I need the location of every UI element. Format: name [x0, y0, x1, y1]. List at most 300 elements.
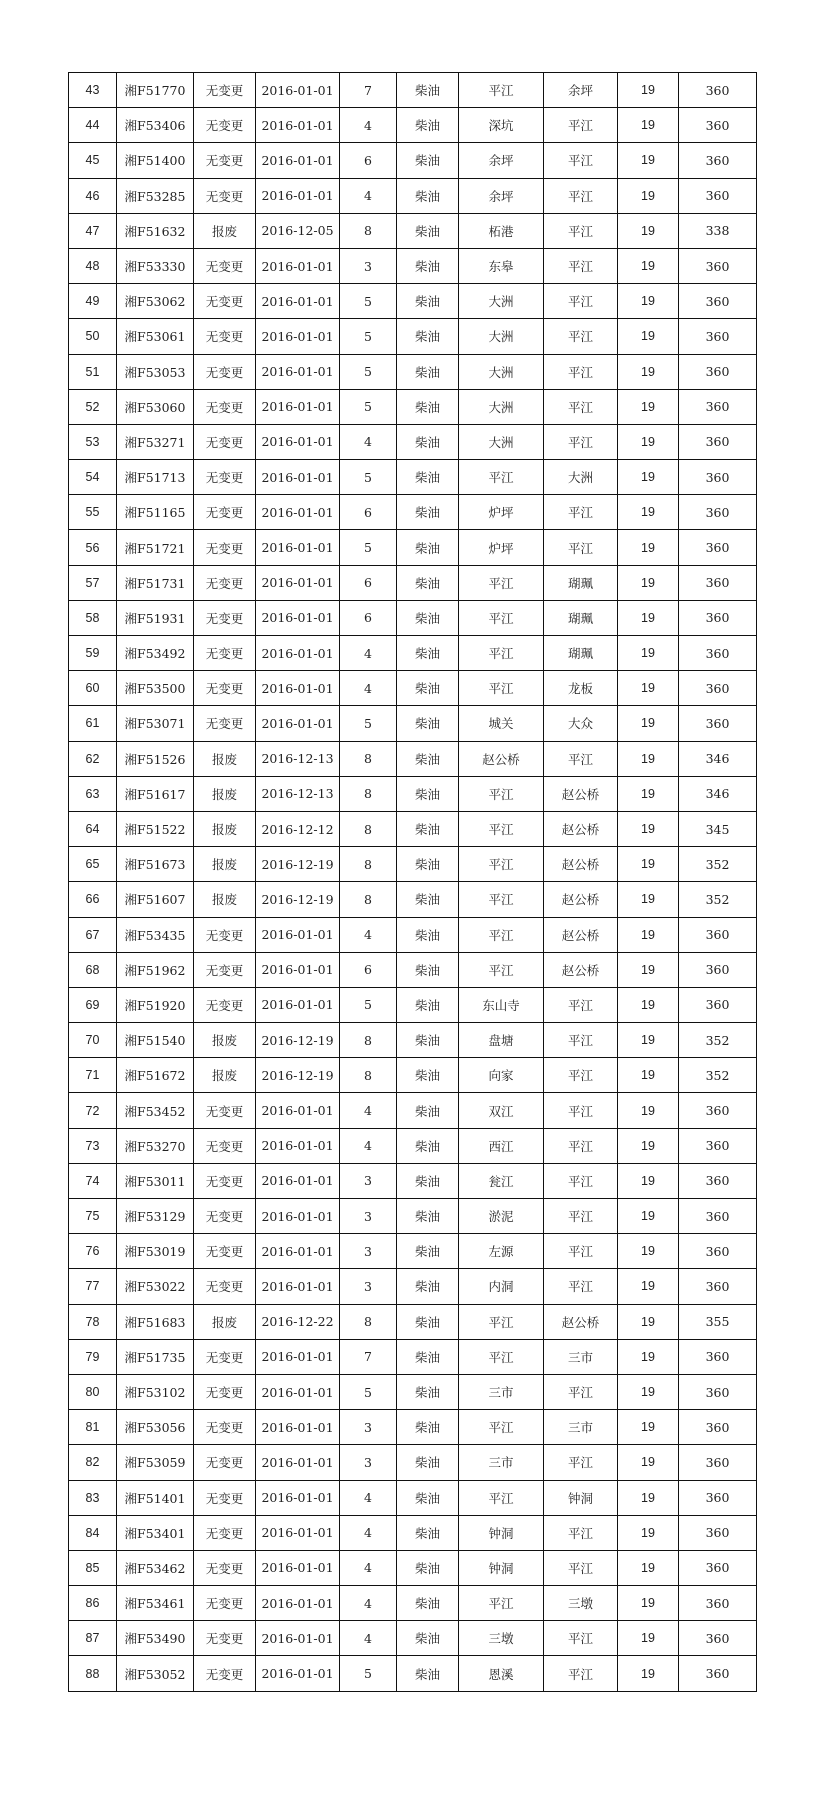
fuel-type-cell: 柴油 [397, 1304, 459, 1339]
plate-number-cell: 湘F53461 [117, 1586, 194, 1621]
table-row [69, 565, 757, 600]
status-cell: 无变更 [194, 460, 256, 495]
fuel-type-cell: 柴油 [397, 1163, 459, 1198]
row-number-cell: 43 [69, 73, 117, 108]
table-row [69, 1234, 757, 1269]
date-cell: 2016-01-01 [256, 1128, 340, 1163]
column-9-cell: 19 [618, 987, 679, 1022]
count-cell: 5 [340, 460, 397, 495]
count-cell: 8 [340, 776, 397, 811]
table-row [69, 1586, 757, 1621]
row-number-cell: 82 [69, 1445, 117, 1480]
column-9-cell: 19 [618, 1480, 679, 1515]
row-number-cell: 70 [69, 1023, 117, 1058]
column-9-cell: 19 [618, 424, 679, 459]
status-cell: 无变更 [194, 706, 256, 741]
table-row [69, 987, 757, 1022]
row-number-cell: 60 [69, 671, 117, 706]
table-row [69, 811, 757, 846]
row-number-cell: 77 [69, 1269, 117, 1304]
status-cell: 无变更 [194, 952, 256, 987]
amount-cell: 360 [679, 1234, 757, 1269]
amount-cell: 360 [679, 1163, 757, 1198]
column-9-cell: 19 [618, 1374, 679, 1409]
row-number-cell: 83 [69, 1480, 117, 1515]
amount-cell: 360 [679, 319, 757, 354]
date-cell: 2016-01-01 [256, 1445, 340, 1480]
origin-cell: 平江 [459, 1480, 544, 1515]
table-row [69, 1128, 757, 1163]
table-row [69, 248, 757, 283]
origin-cell: 恩溪 [459, 1656, 544, 1691]
status-cell: 报废 [194, 1023, 256, 1058]
column-9-cell: 19 [618, 1586, 679, 1621]
fuel-type-cell: 柴油 [397, 1374, 459, 1409]
status-cell: 无变更 [194, 248, 256, 283]
plate-number-cell: 湘F53056 [117, 1410, 194, 1445]
date-cell: 2016-01-01 [256, 565, 340, 600]
date-cell: 2016-01-01 [256, 354, 340, 389]
fuel-type-cell: 柴油 [397, 917, 459, 952]
fuel-type-cell: 柴油 [397, 987, 459, 1022]
plate-number-cell: 湘F53011 [117, 1163, 194, 1198]
table-row [69, 1374, 757, 1409]
amount-cell: 360 [679, 1656, 757, 1691]
plate-number-cell: 湘F51683 [117, 1304, 194, 1339]
row-number-cell: 58 [69, 600, 117, 635]
plate-number-cell: 湘F53401 [117, 1515, 194, 1550]
origin-cell: 柘港 [459, 213, 544, 248]
origin-cell: 平江 [459, 776, 544, 811]
column-9-cell: 19 [618, 600, 679, 635]
count-cell: 8 [340, 741, 397, 776]
amount-cell: 360 [679, 1445, 757, 1480]
amount-cell: 360 [679, 1410, 757, 1445]
fuel-type-cell: 柴油 [397, 354, 459, 389]
amount-cell: 360 [679, 636, 757, 671]
column-9-cell: 19 [618, 1621, 679, 1656]
column-9-cell: 19 [618, 73, 679, 108]
date-cell: 2016-01-01 [256, 1480, 340, 1515]
destination-cell: 赵公桥 [544, 952, 618, 987]
count-cell: 8 [340, 1058, 397, 1093]
table-row [69, 917, 757, 952]
date-cell: 2016-12-19 [256, 1058, 340, 1093]
status-cell: 无变更 [194, 319, 256, 354]
count-cell: 3 [340, 1199, 397, 1234]
status-cell: 无变更 [194, 917, 256, 952]
destination-cell: 平江 [544, 1374, 618, 1409]
fuel-type-cell: 柴油 [397, 847, 459, 882]
status-cell: 无变更 [194, 1656, 256, 1691]
amount-cell: 360 [679, 987, 757, 1022]
origin-cell: 平江 [459, 1410, 544, 1445]
column-9-cell: 19 [618, 1234, 679, 1269]
date-cell: 2016-01-01 [256, 1410, 340, 1445]
destination-cell: 平江 [544, 178, 618, 213]
plate-number-cell: 湘F53062 [117, 284, 194, 319]
destination-cell: 大洲 [544, 460, 618, 495]
status-cell: 报废 [194, 811, 256, 846]
amount-cell: 360 [679, 354, 757, 389]
origin-cell: 东皋 [459, 248, 544, 283]
row-number-cell: 81 [69, 1410, 117, 1445]
amount-cell: 360 [679, 917, 757, 952]
row-number-cell: 59 [69, 636, 117, 671]
destination-cell: 平江 [544, 1199, 618, 1234]
date-cell: 2016-01-01 [256, 248, 340, 283]
table-row [69, 143, 757, 178]
date-cell: 2016-01-01 [256, 1269, 340, 1304]
row-number-cell: 64 [69, 811, 117, 846]
fuel-type-cell: 柴油 [397, 1199, 459, 1234]
amount-cell: 360 [679, 1093, 757, 1128]
status-cell: 无变更 [194, 1480, 256, 1515]
amount-cell: 352 [679, 847, 757, 882]
count-cell: 8 [340, 1304, 397, 1339]
count-cell: 4 [340, 1550, 397, 1585]
fuel-type-cell: 柴油 [397, 1269, 459, 1304]
amount-cell: 360 [679, 1621, 757, 1656]
date-cell: 2016-01-01 [256, 178, 340, 213]
table-row [69, 1339, 757, 1374]
status-cell: 无变更 [194, 389, 256, 424]
column-9-cell: 19 [618, 248, 679, 283]
column-9-cell: 19 [618, 319, 679, 354]
plate-number-cell: 湘F51540 [117, 1023, 194, 1058]
date-cell: 2016-01-01 [256, 600, 340, 635]
amount-cell: 346 [679, 776, 757, 811]
status-cell: 无变更 [194, 1128, 256, 1163]
origin-cell: 双江 [459, 1093, 544, 1128]
destination-cell: 平江 [544, 495, 618, 530]
status-cell: 无变更 [194, 108, 256, 143]
table-row [69, 847, 757, 882]
row-number-cell: 88 [69, 1656, 117, 1691]
destination-cell: 平江 [544, 1128, 618, 1163]
destination-cell: 平江 [544, 987, 618, 1022]
status-cell: 报废 [194, 847, 256, 882]
table-row [69, 108, 757, 143]
date-cell: 2016-01-01 [256, 1199, 340, 1234]
row-number-cell: 44 [69, 108, 117, 143]
plate-number-cell: 湘F53060 [117, 389, 194, 424]
plate-number-cell: 湘F51400 [117, 143, 194, 178]
count-cell: 3 [340, 1445, 397, 1480]
status-cell: 无变更 [194, 1586, 256, 1621]
date-cell: 2016-01-01 [256, 1656, 340, 1691]
status-cell: 无变更 [194, 424, 256, 459]
table-row [69, 424, 757, 459]
fuel-type-cell: 柴油 [397, 882, 459, 917]
count-cell: 3 [340, 1269, 397, 1304]
fuel-type-cell: 柴油 [397, 319, 459, 354]
row-number-cell: 74 [69, 1163, 117, 1198]
amount-cell: 360 [679, 706, 757, 741]
table-body [69, 73, 757, 1692]
plate-number-cell: 湘F53406 [117, 108, 194, 143]
count-cell: 8 [340, 213, 397, 248]
column-9-cell: 19 [618, 108, 679, 143]
origin-cell: 三市 [459, 1445, 544, 1480]
destination-cell: 平江 [544, 354, 618, 389]
status-cell: 无变更 [194, 600, 256, 635]
status-cell: 无变更 [194, 495, 256, 530]
destination-cell: 赵公桥 [544, 847, 618, 882]
amount-cell: 360 [679, 1550, 757, 1585]
amount-cell: 360 [679, 671, 757, 706]
plate-number-cell: 湘F53019 [117, 1234, 194, 1269]
column-9-cell: 19 [618, 389, 679, 424]
date-cell: 2016-01-01 [256, 671, 340, 706]
fuel-type-cell: 柴油 [397, 1586, 459, 1621]
column-9-cell: 19 [618, 1550, 679, 1585]
column-9-cell: 19 [618, 1163, 679, 1198]
date-cell: 2016-01-01 [256, 636, 340, 671]
table-row [69, 284, 757, 319]
origin-cell: 平江 [459, 460, 544, 495]
count-cell: 5 [340, 284, 397, 319]
origin-cell: 西江 [459, 1128, 544, 1163]
status-cell: 无变更 [194, 1093, 256, 1128]
fuel-type-cell: 柴油 [397, 424, 459, 459]
row-number-cell: 67 [69, 917, 117, 952]
count-cell: 6 [340, 495, 397, 530]
status-cell: 无变更 [194, 143, 256, 178]
table-row [69, 1269, 757, 1304]
date-cell: 2016-01-01 [256, 73, 340, 108]
origin-cell: 平江 [459, 671, 544, 706]
count-cell: 6 [340, 952, 397, 987]
fuel-type-cell: 柴油 [397, 1410, 459, 1445]
destination-cell: 平江 [544, 1269, 618, 1304]
count-cell: 5 [340, 1374, 397, 1409]
plate-number-cell: 湘F53270 [117, 1128, 194, 1163]
count-cell: 4 [340, 671, 397, 706]
date-cell: 2016-01-01 [256, 1234, 340, 1269]
plate-number-cell: 湘F53053 [117, 354, 194, 389]
origin-cell: 深坑 [459, 108, 544, 143]
fuel-type-cell: 柴油 [397, 284, 459, 319]
fuel-type-cell: 柴油 [397, 952, 459, 987]
amount-cell: 360 [679, 284, 757, 319]
origin-cell: 淤泥 [459, 1199, 544, 1234]
fuel-type-cell: 柴油 [397, 1515, 459, 1550]
destination-cell: 平江 [544, 389, 618, 424]
row-number-cell: 49 [69, 284, 117, 319]
date-cell: 2016-01-01 [256, 460, 340, 495]
amount-cell: 346 [679, 741, 757, 776]
count-cell: 4 [340, 1621, 397, 1656]
count-cell: 4 [340, 178, 397, 213]
row-number-cell: 50 [69, 319, 117, 354]
origin-cell: 左源 [459, 1234, 544, 1269]
date-cell: 2016-01-01 [256, 284, 340, 319]
amount-cell: 355 [679, 1304, 757, 1339]
amount-cell: 360 [679, 143, 757, 178]
fuel-type-cell: 柴油 [397, 565, 459, 600]
column-9-cell: 19 [618, 776, 679, 811]
fuel-type-cell: 柴油 [397, 741, 459, 776]
plate-number-cell: 湘F51920 [117, 987, 194, 1022]
plate-number-cell: 湘F53129 [117, 1199, 194, 1234]
destination-cell: 瑚珮 [544, 636, 618, 671]
amount-cell: 360 [679, 495, 757, 530]
column-9-cell: 19 [618, 460, 679, 495]
date-cell: 2016-01-01 [256, 143, 340, 178]
count-cell: 3 [340, 1163, 397, 1198]
column-9-cell: 19 [618, 636, 679, 671]
plate-number-cell: 湘F51401 [117, 1480, 194, 1515]
origin-cell: 内洞 [459, 1269, 544, 1304]
fuel-type-cell: 柴油 [397, 706, 459, 741]
table-row [69, 1621, 757, 1656]
origin-cell: 三墩 [459, 1621, 544, 1656]
date-cell: 2016-12-19 [256, 1023, 340, 1058]
fuel-type-cell: 柴油 [397, 1445, 459, 1480]
table-row [69, 354, 757, 389]
origin-cell: 城关 [459, 706, 544, 741]
plate-number-cell: 湘F51165 [117, 495, 194, 530]
table-row [69, 1445, 757, 1480]
table-row [69, 741, 757, 776]
status-cell: 无变更 [194, 1445, 256, 1480]
fuel-type-cell: 柴油 [397, 108, 459, 143]
date-cell: 2016-01-01 [256, 1586, 340, 1621]
column-9-cell: 19 [618, 284, 679, 319]
status-cell: 报废 [194, 1058, 256, 1093]
plate-number-cell: 湘F53059 [117, 1445, 194, 1480]
destination-cell: 平江 [544, 248, 618, 283]
plate-number-cell: 湘F51721 [117, 530, 194, 565]
count-cell: 4 [340, 1093, 397, 1128]
column-9-cell: 19 [618, 952, 679, 987]
destination-cell: 赵公桥 [544, 811, 618, 846]
table-row [69, 178, 757, 213]
amount-cell: 360 [679, 108, 757, 143]
origin-cell: 大洲 [459, 284, 544, 319]
amount-cell: 352 [679, 882, 757, 917]
column-9-cell: 19 [618, 1093, 679, 1128]
destination-cell: 大众 [544, 706, 618, 741]
fuel-type-cell: 柴油 [397, 811, 459, 846]
row-number-cell: 84 [69, 1515, 117, 1550]
amount-cell: 360 [679, 952, 757, 987]
origin-cell: 平江 [459, 917, 544, 952]
plate-number-cell: 湘F51713 [117, 460, 194, 495]
plate-number-cell: 湘F53462 [117, 1550, 194, 1585]
destination-cell: 平江 [544, 143, 618, 178]
table-row [69, 73, 757, 108]
row-number-cell: 48 [69, 248, 117, 283]
origin-cell: 平江 [459, 1304, 544, 1339]
destination-cell: 龙板 [544, 671, 618, 706]
date-cell: 2016-01-01 [256, 952, 340, 987]
date-cell: 2016-12-12 [256, 811, 340, 846]
table-row [69, 636, 757, 671]
destination-cell: 平江 [544, 1093, 618, 1128]
column-9-cell: 19 [618, 706, 679, 741]
amount-cell: 360 [679, 1128, 757, 1163]
table-row [69, 671, 757, 706]
status-cell: 无变更 [194, 636, 256, 671]
count-cell: 5 [340, 319, 397, 354]
count-cell: 8 [340, 847, 397, 882]
plate-number-cell: 湘F53492 [117, 636, 194, 671]
column-9-cell: 19 [618, 1023, 679, 1058]
plate-number-cell: 湘F51617 [117, 776, 194, 811]
column-9-cell: 19 [618, 741, 679, 776]
destination-cell: 平江 [544, 213, 618, 248]
table-row [69, 882, 757, 917]
origin-cell: 赵公桥 [459, 741, 544, 776]
fuel-type-cell: 柴油 [397, 389, 459, 424]
destination-cell: 赵公桥 [544, 882, 618, 917]
fuel-type-cell: 柴油 [397, 213, 459, 248]
count-cell: 5 [340, 354, 397, 389]
amount-cell: 360 [679, 1480, 757, 1515]
column-9-cell: 19 [618, 1199, 679, 1234]
amount-cell: 360 [679, 565, 757, 600]
fuel-type-cell: 柴油 [397, 530, 459, 565]
status-cell: 无变更 [194, 73, 256, 108]
origin-cell: 平江 [459, 952, 544, 987]
count-cell: 5 [340, 1656, 397, 1691]
status-cell: 无变更 [194, 565, 256, 600]
plate-number-cell: 湘F53500 [117, 671, 194, 706]
fuel-type-cell: 柴油 [397, 460, 459, 495]
fuel-type-cell: 柴油 [397, 1480, 459, 1515]
table-row [69, 1656, 757, 1691]
row-number-cell: 47 [69, 213, 117, 248]
plate-number-cell: 湘F51632 [117, 213, 194, 248]
date-cell: 2016-01-01 [256, 1550, 340, 1585]
plate-number-cell: 湘F51731 [117, 565, 194, 600]
fuel-type-cell: 柴油 [397, 1621, 459, 1656]
row-number-cell: 76 [69, 1234, 117, 1269]
amount-cell: 360 [679, 1199, 757, 1234]
plate-number-cell: 湘F53022 [117, 1269, 194, 1304]
plate-number-cell: 湘F53330 [117, 248, 194, 283]
destination-cell: 平江 [544, 1058, 618, 1093]
destination-cell: 赵公桥 [544, 1304, 618, 1339]
destination-cell: 平江 [544, 741, 618, 776]
status-cell: 无变更 [194, 1410, 256, 1445]
plate-number-cell: 湘F53102 [117, 1374, 194, 1409]
fuel-type-cell: 柴油 [397, 1128, 459, 1163]
date-cell: 2016-12-05 [256, 213, 340, 248]
column-9-cell: 19 [618, 213, 679, 248]
destination-cell: 瑚珮 [544, 565, 618, 600]
column-9-cell: 19 [618, 354, 679, 389]
date-cell: 2016-01-01 [256, 1093, 340, 1128]
row-number-cell: 80 [69, 1374, 117, 1409]
destination-cell: 平江 [544, 1621, 618, 1656]
fuel-type-cell: 柴油 [397, 1234, 459, 1269]
destination-cell: 余坪 [544, 73, 618, 108]
table-row [69, 952, 757, 987]
date-cell: 2016-01-01 [256, 319, 340, 354]
column-9-cell: 19 [618, 917, 679, 952]
destination-cell: 平江 [544, 1445, 618, 1480]
fuel-type-cell: 柴油 [397, 1339, 459, 1374]
origin-cell: 平江 [459, 1339, 544, 1374]
table-row [69, 319, 757, 354]
date-cell: 2016-01-01 [256, 108, 340, 143]
origin-cell: 余坪 [459, 143, 544, 178]
status-cell: 无变更 [194, 1550, 256, 1585]
column-9-cell: 19 [618, 1128, 679, 1163]
